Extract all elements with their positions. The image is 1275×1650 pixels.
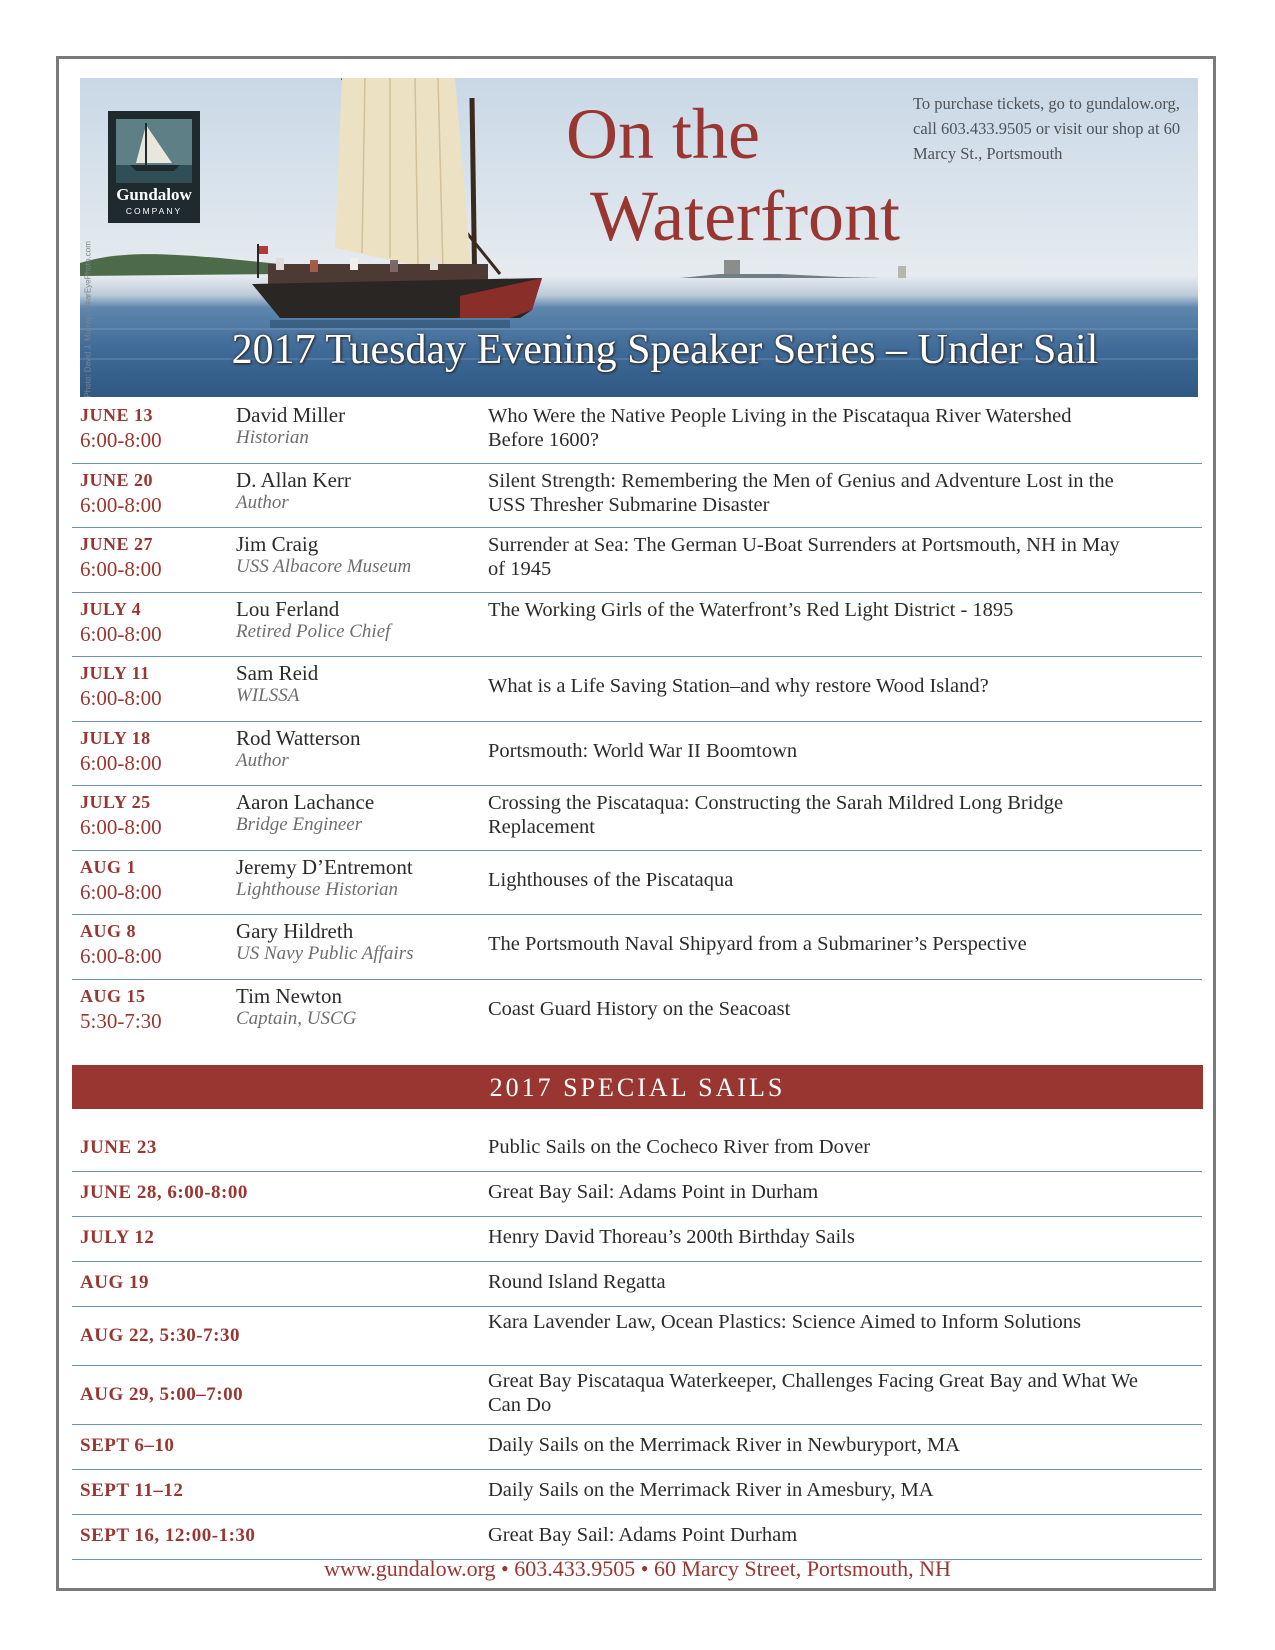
event-time: 6:00-8:00 (80, 944, 162, 968)
sail-date: SEPT 16, 12:00-1:30 (80, 1525, 256, 1546)
sail-date: JUNE 23 (80, 1137, 157, 1158)
talk-topic: Silent Strength: Remembering the Men of Genius and Adventure Lost in the USS Thresher Submarine Disaster (488, 469, 1114, 516)
event-time: 6:00-8:00 (80, 750, 162, 775)
speaker-role: Bridge Engineer (236, 814, 363, 835)
speaker-row (72, 851, 1202, 916)
talk-topic: Coast Guard History on the Seacoast (488, 997, 791, 1020)
talk-topic: Lighthouses of the Piscataqua (488, 868, 734, 891)
event-time: 6:00-8:00 (80, 557, 162, 581)
sail-topic: Round Island Regatta (488, 1271, 666, 1293)
special-sail-row (72, 1126, 1202, 1172)
sail-topic: Daily Sails on the Merrimack River in Amesbury, MA (488, 1479, 934, 1501)
logo-name: Gundalow (116, 185, 192, 204)
speaker-name: Tim Newton (236, 983, 342, 1008)
speaker-name: Rod Watterson (236, 725, 361, 750)
speaker-row (72, 786, 1202, 851)
speaker-name: D. Allan Kerr (236, 467, 351, 492)
event-time: 6:00-8:00 (80, 686, 162, 710)
speaker-row (72, 915, 1202, 980)
event-date: JUNE 13 (80, 405, 154, 425)
speaker-row (72, 464, 1202, 529)
special-sail-row (72, 1424, 1202, 1470)
gundalow-logo (108, 111, 200, 223)
event-time: 6:00-8:00 (80, 879, 162, 904)
speaker-role: Author (236, 749, 289, 771)
special-sail-row (72, 1216, 1202, 1262)
speaker-name: Aaron Lachance (236, 790, 375, 814)
speaker-row (72, 593, 1202, 658)
speaker-row (72, 528, 1202, 593)
sail-date: AUG 29, 5:00–7:00 (80, 1384, 244, 1405)
speaker-name: Jim Craig (236, 532, 319, 556)
special-sail-row (72, 1261, 1202, 1307)
event-date: AUG 1 (80, 856, 136, 877)
speaker-row (72, 722, 1202, 787)
speaker-role: Author (236, 491, 289, 513)
special-sails-title: 2017 SPECIAL SAILS (489, 1073, 786, 1102)
logo-subtitle: COMPANY (125, 206, 183, 216)
speaker-row (72, 980, 1202, 1044)
event-time: 6:00-8:00 (80, 815, 162, 839)
sail-date: JULY 12 (80, 1227, 155, 1248)
event-time: 6:00-8:00 (80, 621, 162, 646)
special-sail-row (72, 1514, 1202, 1560)
speaker-name: David Miller (236, 403, 346, 427)
speaker-role: Retired Police Chief (236, 620, 391, 642)
event-time: 6:00-8:00 (80, 428, 162, 452)
speaker-role: US Navy Public Affairs (236, 943, 414, 964)
special-sail-row (72, 1171, 1202, 1217)
title-line-2: Waterfront (590, 176, 901, 256)
sail-date: JUNE 28, 6:00-8:00 (80, 1182, 248, 1203)
event-time: 5:30-7:30 (80, 1008, 162, 1033)
special-sails-header (72, 1065, 1203, 1109)
title-line-1: On the (566, 94, 760, 174)
speaker-name: Gary Hildreth (236, 919, 354, 943)
event-date: AUG 15 (80, 985, 146, 1006)
sail-topic: Daily Sails on the Merrimack River in Newburyport, MA (488, 1434, 960, 1456)
speaker-row (72, 657, 1202, 722)
speaker-name: Lou Ferland (236, 596, 340, 621)
sail-date: AUG 22, 5:30-7:30 (80, 1325, 240, 1346)
sailboat-logo-icon (116, 119, 192, 183)
sail-topic: Great Bay Sail: Adams Point in Durham (488, 1181, 819, 1203)
speaker-role: WILSSA (236, 685, 300, 706)
speaker-name: Sam Reid (236, 661, 319, 685)
talk-topic: The Working Girls of the Waterfront’s Red Light District - 1895 (488, 598, 1014, 621)
event-date: AUG 8 (80, 921, 136, 941)
event-date: JULY 11 (80, 663, 150, 683)
special-sail-row (72, 1365, 1202, 1425)
speaker-role: Historian (236, 427, 309, 448)
talk-topic: Who Were the Native People Living in the Piscataqua River Watershed Before 1600? (488, 405, 1072, 451)
tickets-info: To purchase tickets, go to gundalow.org, call 603.433.9505 or visit our shop at 60 Marcy St., Portsmouth (913, 94, 1181, 163)
special-sail-row (72, 1306, 1202, 1366)
series-title: 2017 Tuesday Evening Speaker Series – Under Sail (231, 327, 1099, 373)
talk-topic: Surrender at Sea: The German U-Boat Surrenders at Portsmouth, NH in May of 1945 (488, 534, 1120, 580)
photo-credit: Photo: David J. Murray, ClearEyePhoto.com (83, 241, 93, 397)
event-date: JULY 4 (80, 598, 142, 619)
sail-date: SEPT 11–12 (80, 1480, 184, 1501)
speaker-name: Jeremy D’Entremont (236, 854, 413, 879)
sail-date: SEPT 6–10 (80, 1435, 175, 1456)
sail-topic: Great Bay Piscataqua Waterkeeper, Challenges Facing Great Bay and What We Can Do (488, 1370, 1138, 1416)
sail-topic: Public Sails on the Cocheco River from Dover (488, 1136, 871, 1158)
event-date: JULY 25 (80, 792, 151, 812)
talk-topic: Crossing the Piscataqua: Constructing the Sarah Mildred Long Bridge Replacement (488, 792, 1064, 838)
footer-contact: www.gundalow.org • 603.433.9505 • 60 Marcy Street, Portsmouth, NH (324, 1556, 951, 1581)
sail-topic: Henry David Thoreau’s 200th Birthday Sails (488, 1226, 855, 1248)
sail-topic: Kara Lavender Law, Ocean Plastics: Science Aimed to Inform Solutions (488, 1311, 1081, 1333)
event-date: JUNE 27 (80, 534, 154, 554)
speaker-role: Lighthouse Historian (236, 878, 399, 900)
speaker-row (72, 399, 1202, 464)
speaker-role: USS Albacore Museum (236, 556, 412, 577)
header-banner (80, 78, 1198, 397)
event-time: 6:00-8:00 (80, 492, 162, 517)
sail-date: AUG 19 (80, 1272, 149, 1293)
talk-topic: Portsmouth: World War II Boomtown (488, 739, 798, 762)
event-date: JUNE 20 (80, 469, 154, 490)
talk-topic: What is a Life Saving Station–and why restore Wood Island? (488, 675, 989, 697)
sail-topic: Great Bay Sail: Adams Point Durham (488, 1524, 798, 1546)
talk-topic: The Portsmouth Naval Shipyard from a Submariner’s Perspective (488, 933, 1027, 955)
special-sail-row (72, 1469, 1202, 1515)
event-date: JULY 18 (80, 727, 151, 748)
speaker-role: Captain, USCG (236, 1007, 357, 1029)
